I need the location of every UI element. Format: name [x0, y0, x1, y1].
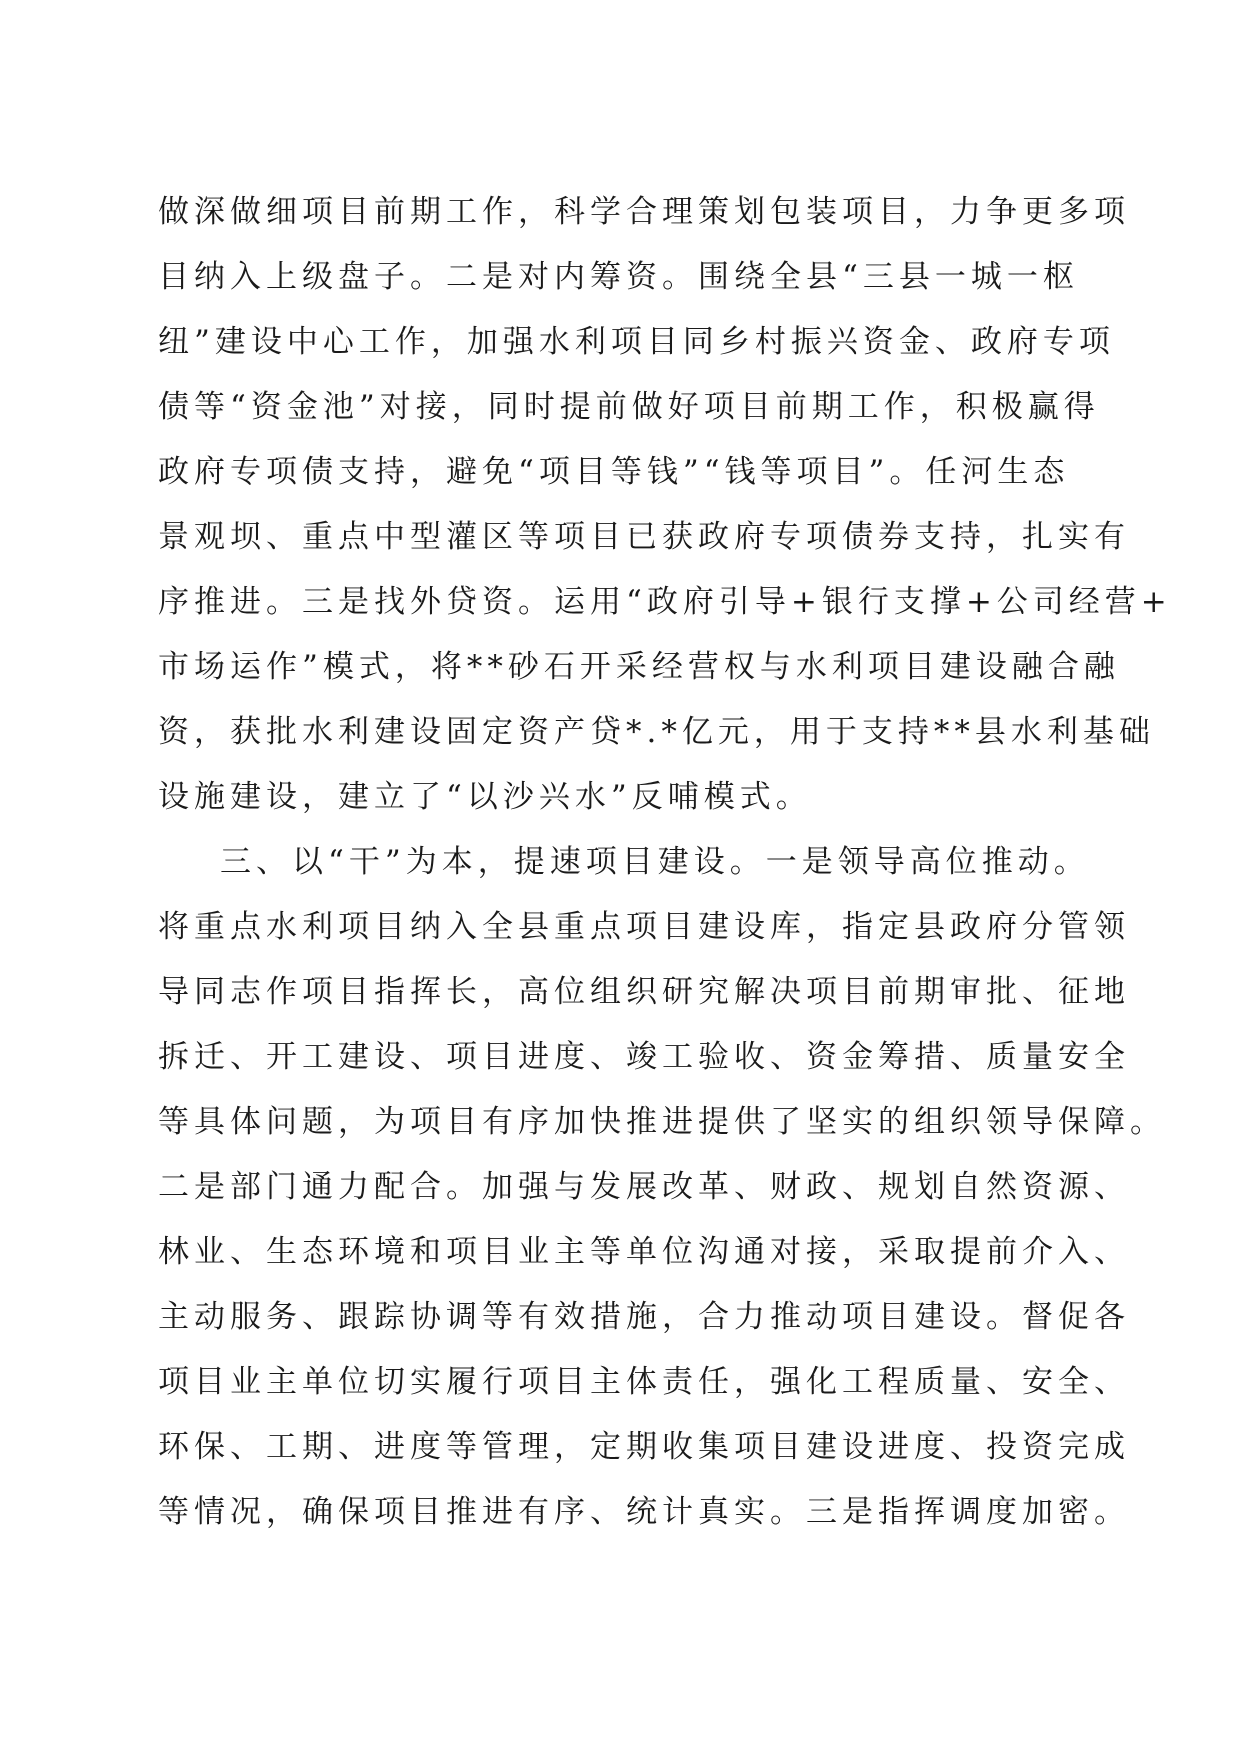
text-line: 政府专项债支持，避免“项目等钱”“钱等项目”。任河生态	[158, 454, 1070, 490]
text-line: 纽”建设中心工作，加强水利项目同乡村振兴资金、政府专项	[158, 324, 1115, 360]
text-line: 序推进。三是找外贷资。运用“政府引导+银行支撑+公司经营+	[158, 584, 1172, 620]
text-line: 导同志作项目指挥长，高位组织研究解决项目前期审批、征地	[158, 974, 1130, 1010]
text-line: 项目业主单位切实履行项目主体责任，强化工程质量、安全、	[158, 1364, 1130, 1400]
text-line: 拆迁、开工建设、项目进度、竣工验收、资金筹措、质量安全	[158, 1039, 1130, 1075]
text-line: 目纳入上级盘子。二是对内筹资。围绕全县“三县一城一枢	[158, 259, 1079, 295]
text-line: 等情况，确保项目推进有序、统计真实。三是指挥调度加密。	[158, 1494, 1130, 1530]
text-line: 做深做细项目前期工作，科学合理策划包装项目，力争更多项	[158, 194, 1130, 230]
text-line: 环保、工期、进度等管理，定期收集项目建设进度、投资完成	[158, 1429, 1130, 1465]
text-line: 二是部门通力配合。加强与发展改革、财政、规划自然资源、	[158, 1169, 1130, 1205]
body-text	[158, 180, 1172, 1545]
section-heading-line: 三、以“干”为本，提速项目建设。一是领导高位推动。	[220, 844, 1090, 880]
text-line: 景观坝、重点中型灌区等项目已获政府专项债券支持，扎实有	[158, 519, 1130, 555]
text-line: 主动服务、跟踪协调等有效措施，合力推动项目建设。督促各	[158, 1299, 1130, 1335]
text-line: 资，获批水利建设固定资产贷*.*亿元，用于支持**县水利基础	[158, 714, 1155, 750]
text-line: 市场运作”模式，将**砂石开采经营权与水利项目建设融合融	[158, 649, 1120, 685]
text-line: 设施建设，建立了“以沙兴水”反哺模式。	[158, 779, 812, 815]
text-line: 等具体问题，为项目有序加快推进提供了坚实的组织领导保障。	[158, 1104, 1166, 1140]
text-line: 林业、生态环境和项目业主等单位沟通对接，采取提前介入、	[158, 1234, 1130, 1270]
text-line: 债等“资金池”对接，同时提前做好项目前期工作，积极赢得	[158, 389, 1100, 425]
text-line: 将重点水利项目纳入全县重点项目建设库，指定县政府分管领	[158, 909, 1130, 945]
